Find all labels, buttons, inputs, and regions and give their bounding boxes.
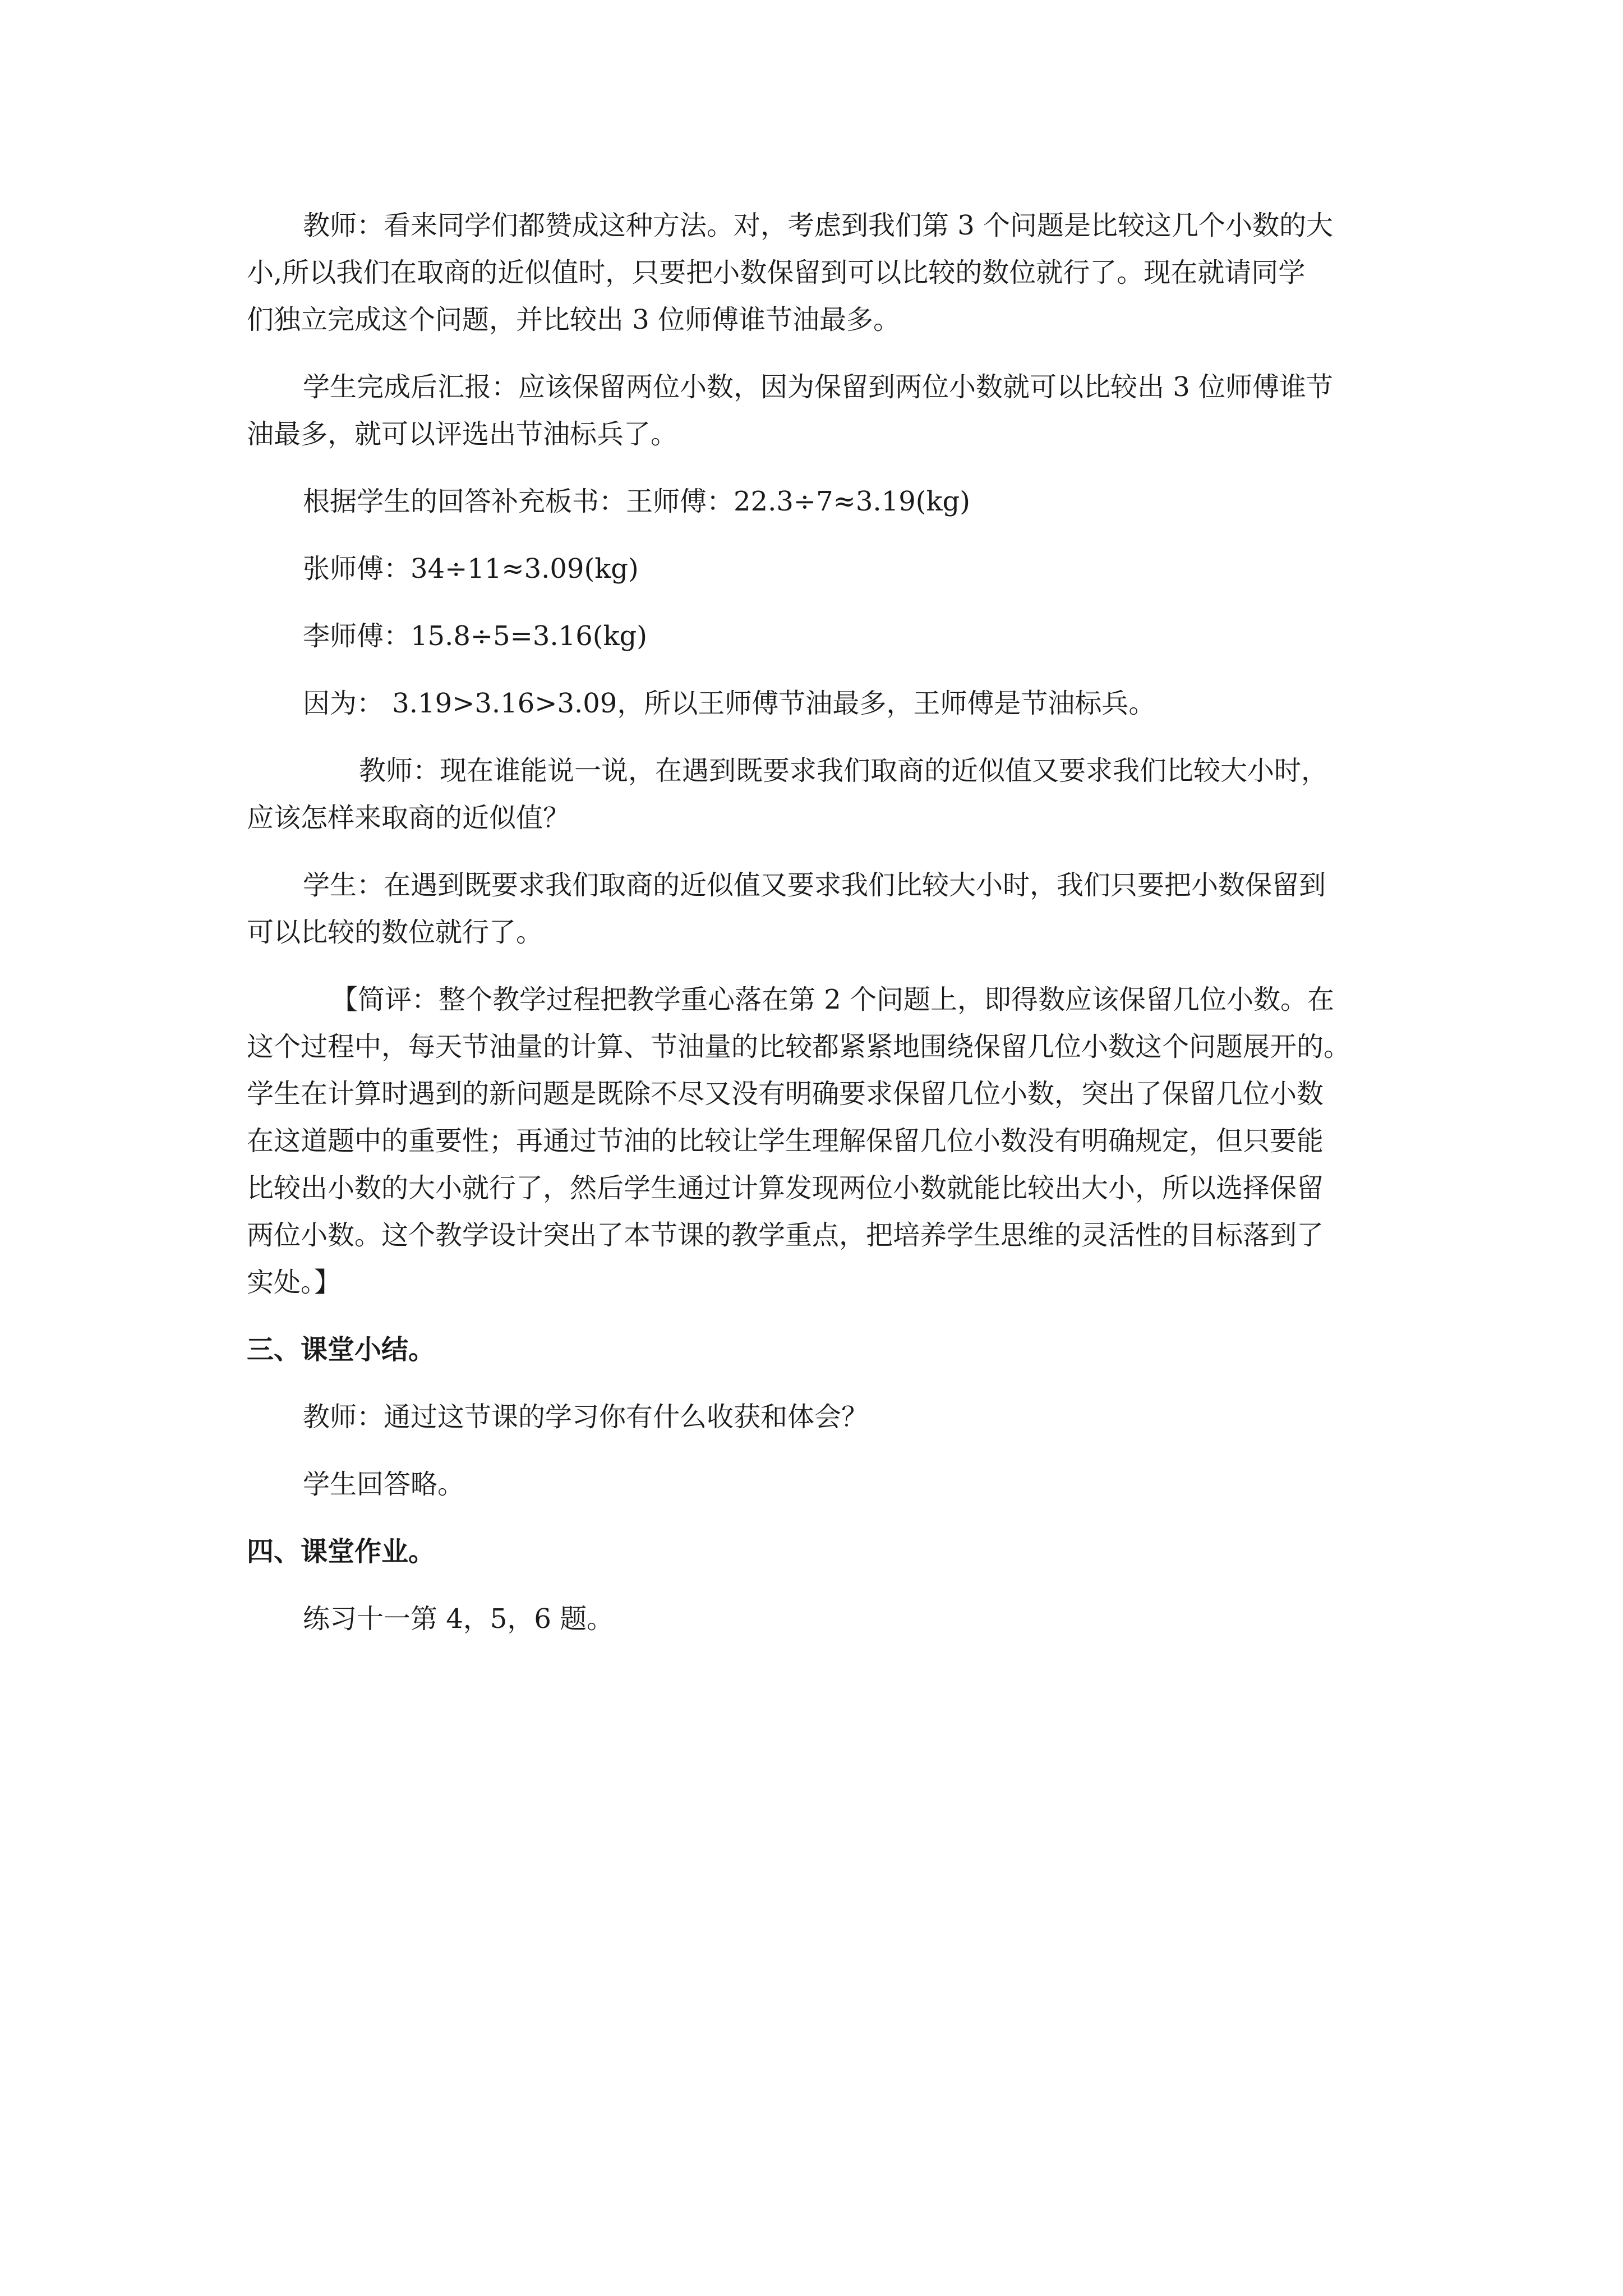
paragraph-line: 学生：在遇到既要求我们取商的近似值又要求我们比较大小时，我们只要把小数保留到: [303, 869, 1326, 901]
paragraph-line: 油最多，就可以评选出节油标兵了。: [247, 418, 678, 450]
paragraph-line: 教师：看来同学们都赞成这种方法。对，考虑到我们第 3 个问题是比较这几个小数的大: [303, 210, 1334, 241]
paragraph-line: 这个过程中，每天节油量的计算、节油量的比较都紧紧地围绕保留几位小数这个问题展开的。: [247, 1031, 1351, 1062]
paragraph-line: 学生在计算时遇到的新问题是既除不尽又没有明确要求保留几位小数，突出了保留几位小数: [247, 1078, 1324, 1110]
section-heading: 四、课堂作业。: [247, 1536, 436, 1567]
paragraph-line: 应该怎样来取商的近似值？: [247, 802, 570, 834]
paragraph-line: 们独立完成这个问题，并比较出 3 位师傅谁节油最多。: [247, 304, 901, 335]
paragraph-line: 根据学生的回答补充板书：王师傅：22.3÷7≈3.19(kg): [303, 486, 970, 517]
paragraph-line: 在这道题中的重要性；再通过节油的比较让学生理解保留几位小数没有明确规定，但只要能: [247, 1125, 1324, 1157]
paragraph-line: 比较出小数的大小就行了，然后学生通过计算发现两位小数就能比较出大小，所以选择保留: [247, 1172, 1324, 1204]
paragraph-line: 教师：现在谁能说一说，在遇到既要求我们取商的近似值又要求我们比较大小时，: [359, 755, 1329, 786]
document-body: [247, 202, 1388, 1642]
paragraph-line: 李师傅：15.8÷5=3.16(kg): [303, 620, 647, 652]
paragraph-line: 可以比较的数位就行了。: [247, 917, 543, 948]
paragraph-line: 两位小数。这个教学设计突出了本节课的教学重点，把培养学生思维的灵活性的目标落到了: [247, 1220, 1324, 1251]
paragraph-line: 学生完成后汇报：应该保留两位小数，因为保留到两位小数就可以比较出 3 位师傅谁节: [303, 371, 1334, 403]
paragraph-line: 因为： 3.19>3.16>3.09，所以王师傅节油最多，王师傅是节油标兵。: [303, 688, 1156, 719]
section-heading: 三、课堂小结。: [247, 1334, 436, 1365]
paragraph-line: 练习十一第 4，5，6 题。: [303, 1603, 614, 1635]
paragraph-line: 【简评：整个教学过程把教学重心落在第 2 个问题上，即得数应该保留几位小数。在: [331, 984, 1335, 1015]
paragraph-line: 张师傅：34÷11≈3.09(kg): [303, 553, 639, 585]
paragraph-line: 实处。】: [247, 1267, 342, 1298]
paragraph-line: 小,所以我们在取商的近似值时，只要把小数保留到可以比较的数位就行了。现在就请同学: [247, 257, 1306, 288]
paragraph-line: 教师：通过这节课的学习你有什么收获和体会？: [303, 1401, 869, 1433]
paragraph-line: 学生回答略。: [303, 1469, 465, 1500]
